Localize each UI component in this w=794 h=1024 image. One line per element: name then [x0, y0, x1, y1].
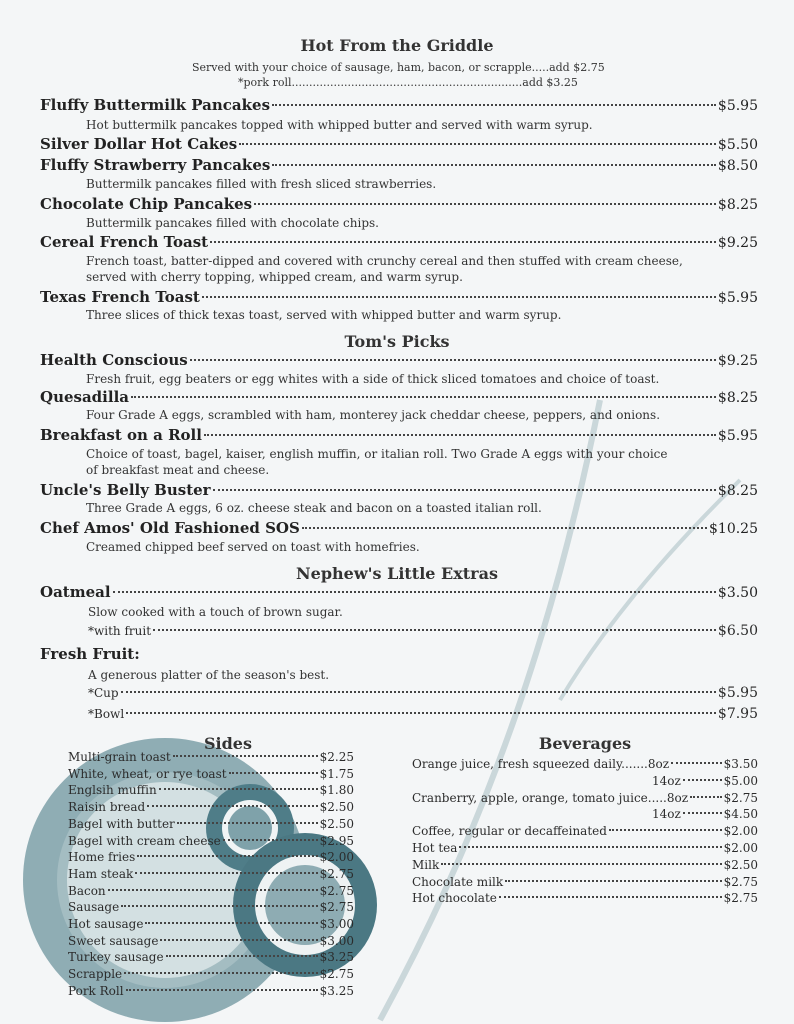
beverage-item-name: Hot tea: [412, 841, 458, 855]
menu-item-price: $5.50: [717, 137, 758, 153]
dot-leader: [121, 691, 716, 693]
side-item: [68, 900, 354, 914]
side-item: [68, 950, 354, 964]
oatmeal-with-fruit: [88, 623, 758, 639]
side-item-name: Hot sausage: [68, 917, 144, 931]
beverage-item-name: Coffee, regular or decaffeinated: [412, 824, 607, 839]
dot-leader: [159, 788, 318, 790]
item-description: Buttermilk pancakes filled with chocolate chips.: [86, 216, 379, 230]
menu-item: [40, 96, 758, 114]
side-item-name: White, wheat, or rye toast: [68, 766, 227, 781]
side-item: [68, 817, 354, 831]
side-item-price: $3.00: [319, 933, 354, 948]
menu-item-price: $8.25: [717, 197, 758, 213]
side-item-price: $2.75: [319, 883, 354, 898]
side-item-price: $2.75: [319, 967, 354, 982]
beverage-item: [652, 807, 758, 821]
beverage-item-name: Cranberry, apple, orange, tomato juice.....8oz: [412, 790, 689, 805]
side-item: [68, 934, 354, 948]
dot-leader: [302, 527, 707, 529]
fresh-fruit-bowl-name: *Bowl: [88, 707, 125, 721]
side-item-name: Home fries: [68, 850, 136, 865]
dot-leader: [147, 805, 317, 807]
side-item: [68, 834, 354, 848]
side-item: [68, 917, 354, 931]
beverage-item: [412, 858, 758, 872]
griddle-note-pork-roll: *pork roll..................................................................add $3.25: [238, 76, 578, 89]
beverage-item-name: 14oz: [652, 773, 681, 788]
menu-item-price: $8.50: [717, 158, 758, 174]
dot-leader: [190, 359, 716, 361]
menu-item-name: Breakfast on a Roll: [40, 426, 202, 444]
menu-item: [40, 481, 758, 499]
menu-item-fresh-fruit: [40, 645, 758, 663]
oatmeal-with-fruit-name: *with fruit: [88, 624, 152, 638]
menu-item-name: Silver Dollar Hot Cakes: [40, 135, 238, 153]
menu-item-name: Health Conscious: [40, 351, 188, 369]
dot-leader: [683, 779, 722, 781]
dot-leader: [204, 434, 716, 436]
dot-leader: [202, 296, 716, 298]
beverage-item: [412, 824, 758, 838]
dot-leader: [166, 955, 318, 957]
item-description: Three Grade A eggs, 6 oz. cheese steak and bacon on a toasted italian roll.: [86, 501, 542, 515]
dot-leader: [126, 712, 716, 714]
menu-item: [40, 195, 758, 213]
item-description: Four Grade A eggs, scrambled with ham, monterey jack cheddar cheese, peppers, and onions.: [86, 408, 661, 422]
fresh-fruit-cup: [88, 685, 758, 701]
dot-leader: [124, 972, 318, 974]
side-item-price: $3.00: [319, 917, 354, 931]
side-item: [68, 750, 354, 764]
fresh-fruit-bowl: [88, 706, 758, 722]
side-item-name: Multi-grain toast: [68, 750, 171, 764]
dot-leader: [671, 762, 722, 764]
side-item: [68, 884, 354, 898]
item-description: French toast, batter-dipped and covered with crunchy cereal and then stuffed with cream cheese,: [86, 254, 683, 268]
beverage-item-price: $4.50: [723, 807, 758, 822]
side-item: [68, 984, 354, 998]
section-title-little-extras: Nephew's Little Extras: [296, 564, 498, 583]
side-item-name: Raisin bread: [68, 800, 146, 815]
beverage-item: [412, 841, 758, 855]
side-item-name: Sweet sausage: [68, 933, 159, 948]
menu-item-name: Texas French Toast: [40, 288, 200, 306]
item-description: Hot buttermilk pancakes topped with whipped butter and served with warm syrup.: [86, 118, 593, 132]
menu-item-price: $9.25: [717, 235, 758, 251]
dot-leader: [121, 905, 317, 907]
item-description: Fresh fruit, egg beaters or egg whites with a side of thick sliced tomatoes and choice of toast.: [86, 372, 660, 386]
beverage-item-price: $2.75: [723, 891, 758, 906]
menu-item-name: Chef Amos' Old Fashioned SOS: [40, 519, 300, 537]
beverage-item: [412, 875, 758, 889]
side-item-name: Sausage: [68, 900, 120, 915]
side-item: [68, 967, 354, 981]
dot-leader: [254, 203, 716, 205]
dot-leader: [160, 939, 317, 941]
beverage-item-price: $5.00: [723, 773, 758, 788]
section-title-sides: Sides: [203, 734, 252, 753]
menu-item-oatmeal: [40, 583, 758, 601]
beverage-item-price: $2.00: [723, 824, 758, 839]
side-item-price: $2.50: [319, 816, 354, 831]
dot-leader: [441, 863, 721, 865]
dot-leader: [609, 829, 722, 831]
menu-item-oatmeal-price: $3.50: [717, 585, 758, 601]
dot-leader: [135, 872, 317, 874]
menu-item-name: Uncle's Belly Buster: [40, 481, 211, 499]
menu-item-price: $5.95: [717, 428, 758, 444]
menu-item-oatmeal-name: Oatmeal: [40, 583, 111, 601]
side-item-name: Bacon: [68, 883, 106, 898]
side-item-price: $1.75: [319, 766, 354, 781]
side-item-price: $3.25: [319, 950, 354, 965]
menu-item-name: Chocolate Chip Pancakes: [40, 195, 253, 213]
side-item-name: Turkey sausage: [68, 950, 164, 965]
menu-item: [40, 135, 758, 153]
dot-leader: [173, 755, 318, 757]
section-title-beverages: Beverages: [538, 734, 632, 753]
item-description: of breakfast meat and cheese.: [86, 463, 270, 477]
side-item-name: Scrapple: [68, 967, 123, 982]
menu-item: [40, 156, 758, 174]
dot-leader: [239, 143, 716, 145]
section-title-toms-picks: Tom's Picks: [344, 332, 450, 351]
menu-item: [40, 388, 758, 406]
dot-leader: [690, 796, 722, 798]
side-item-name: Ham steak: [68, 866, 134, 881]
beverage-item-name: Orange juice, fresh squeezed daily.......8oz: [412, 757, 670, 771]
side-item-name: Pork Roll: [68, 983, 124, 998]
beverage-item-price: $3.50: [723, 757, 758, 771]
dot-leader: [145, 922, 317, 924]
dot-leader: [272, 104, 716, 106]
fresh-fruit-cup-name: *Cup: [88, 686, 119, 700]
dot-leader: [113, 591, 716, 593]
menu-item-price: $5.95: [717, 290, 758, 306]
beverage-item-price: $2.00: [723, 841, 758, 855]
dot-leader: [223, 839, 318, 841]
item-description: served with cherry topping, whipped cream, and warm syrup.: [86, 270, 463, 284]
menu-item: [40, 519, 758, 537]
menu-item-name: Fluffy Buttermilk Pancakes: [40, 96, 271, 114]
beverage-item-price: $2.75: [723, 874, 758, 889]
fresh-fruit-name: Fresh Fruit:: [40, 645, 140, 663]
dot-leader: [229, 772, 318, 774]
menu-item: [40, 233, 758, 251]
dot-leader: [153, 629, 716, 631]
dot-leader: [126, 989, 318, 991]
menu-item-price: $9.25: [717, 353, 758, 369]
dot-leader: [213, 489, 716, 491]
dot-leader: [499, 896, 722, 898]
beverage-item: [412, 791, 758, 805]
menu-item-price: $10.25: [709, 521, 758, 537]
side-item-name: Bagel with cream cheese: [68, 833, 221, 848]
menu-item: [40, 288, 758, 306]
griddle-note-add-meat: Served with your choice of sausage, ham, bacon, or scrapple.....add $2.75: [192, 61, 605, 74]
dot-leader: [272, 164, 716, 166]
item-description: Choice of toast, bagel, kaiser, english muffin, or italian roll. Two Grade A eggs with your choice: [86, 447, 668, 461]
dot-leader: [505, 880, 722, 882]
dot-leader: [131, 396, 716, 398]
side-item-price: $2.25: [319, 750, 354, 764]
dot-leader: [459, 846, 721, 848]
dot-leader: [683, 812, 722, 814]
fresh-fruit-description: A generous platter of the season's best.: [88, 668, 330, 682]
menu-item-price: $8.25: [717, 390, 758, 406]
side-item-price: $2.50: [319, 800, 354, 815]
side-item: [68, 783, 354, 797]
dot-leader: [108, 889, 318, 891]
dot-leader: [210, 241, 716, 243]
side-item-name: Englsih muffin: [68, 783, 157, 798]
beverage-item-name: Hot chocolate: [412, 891, 497, 906]
fresh-fruit-cup-price: $5.95: [717, 685, 758, 701]
menu-item: [40, 426, 758, 444]
beverage-item: [652, 774, 758, 788]
beverage-item-name: Chocolate milk: [412, 874, 504, 889]
side-item-price: $2.75: [319, 866, 354, 881]
item-description: Creamed chipped beef served on toast with homefries.: [86, 540, 420, 554]
menu-item: [40, 351, 758, 369]
fresh-fruit-bowl-price: $7.95: [717, 706, 758, 722]
menu-item-name: Fluffy Strawberry Pancakes: [40, 156, 271, 174]
menu-item-price: $5.95: [717, 98, 758, 114]
section-title-griddle: Hot From the Griddle: [300, 36, 494, 55]
menu-item-name: Quesadilla: [40, 388, 129, 406]
beverage-item: [412, 891, 758, 905]
side-item: [68, 800, 354, 814]
side-item-price: $1.80: [319, 783, 354, 798]
beverage-item-price: $2.75: [723, 790, 758, 805]
menu-item-name: Cereal French Toast: [40, 233, 209, 251]
dot-leader: [137, 855, 317, 857]
side-item-name: Bagel with butter: [68, 816, 175, 831]
oatmeal-with-fruit-price: $6.50: [717, 623, 758, 639]
item-description: Buttermilk pancakes filled with fresh sliced strawberries.: [86, 177, 437, 191]
side-item-price: $2.95: [319, 833, 354, 848]
beverage-item-name: 14oz: [652, 807, 681, 822]
dot-leader: [177, 822, 318, 824]
item-description: Three slices of thick texas toast, served with whipped butter and warm syrup.: [86, 308, 562, 322]
oatmeal-description: Slow cooked with a touch of brown sugar.: [88, 605, 343, 619]
side-item: [68, 850, 354, 864]
side-item-price: $2.75: [319, 900, 354, 915]
side-item-price: $3.25: [319, 983, 354, 998]
side-item: [68, 867, 354, 881]
menu-item-price: $8.25: [717, 483, 758, 499]
beverage-item-price: $2.50: [723, 857, 758, 872]
beverage-item: [412, 757, 758, 771]
beverage-item-name: Milk: [412, 857, 440, 872]
side-item: [68, 767, 354, 781]
side-item-price: $2.00: [319, 850, 354, 865]
